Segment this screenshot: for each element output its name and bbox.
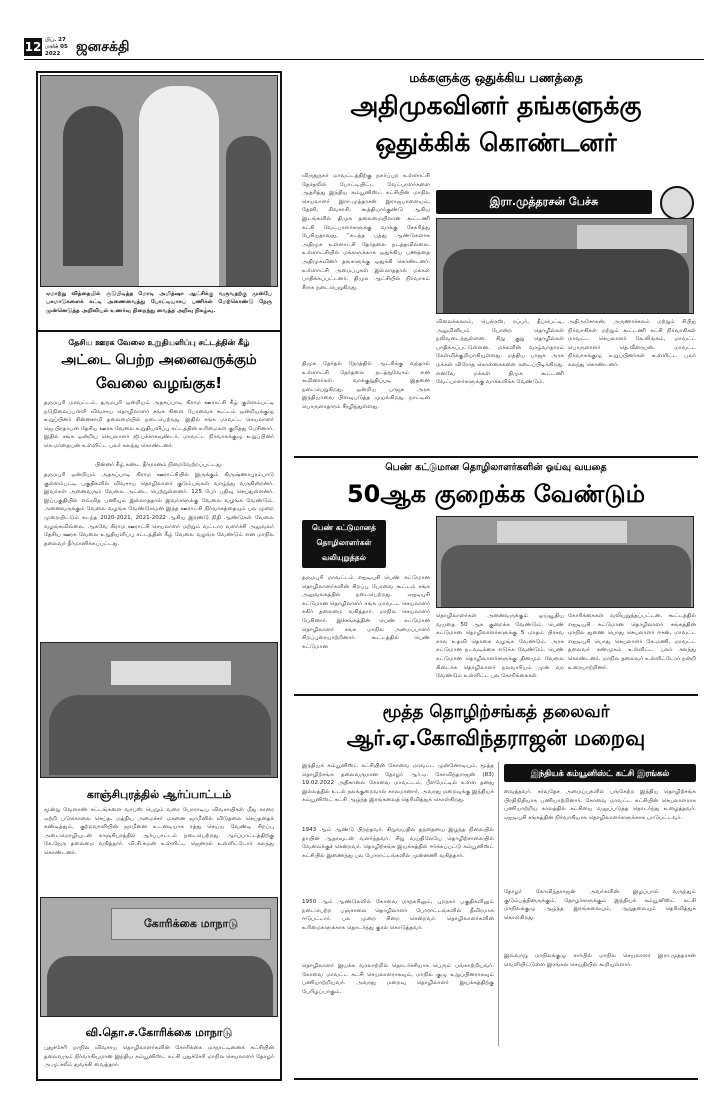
bottom-kicker: மூத்த தொழிற்சங்கத் தலைவர் [382,702,610,722]
mid-badge-line-2: தொழிலாளர்கள் [316,538,372,547]
mid-badge-line-1: பெண் கட்டுமானத் [312,523,376,532]
top-rally-people [443,249,689,313]
bottom-badge: இந்தியக் கம்யூனிஸ்ட் கட்சி இரங்கல் [504,764,696,782]
top-badge: இரா.முத்தரசன் பேச்சு [436,190,652,214]
mid-meeting-people [441,545,691,607]
job-body-1: தருமபுரி மாவட்டம், தருமபுரி ஒன்றியம் அதகப்பாடி கிராம ஊராட்சி கீழ் குள்ளம்பட்டி நடுநிலைப்பள்ளி விவசாய தொழிலாளர் சங்க கிளை பேரவைக் கூட்டம் ஒன்றியக்குழு உறுப்பினர் சின்னசாமி தலைமையில் நடைபெற்றது. இதில் சங்க மாவட்ட செயலாளர் ஜெ.பிரதாபன் தேசிய ஊரக வேலை உறுதியளிப்பு சட்டத்தின் உரிமைகள் குறித்து பேசினார். இதில் சங்க ஒன்றிய செயலாளர் ஜி.பச்சாகவுண்டர், மாவட்ட நிர்வாகக்குழு உறுப்பினர் கெ.மாதையன் உள்ளிட்ட பலர் கலந்து கொண்டனர். [44,400,274,449]
bottom-column-divider [498,762,499,1046]
mid-story-rule [294,694,698,696]
job-body-3: தருமபுரி ஒன்றியம் அதகப்பாடி கிராம ஊராட்சியில் இருக்கும் கிருஷ்ணாபுரம்பாடு குள்ளம்பட்டி பகுதிகளில் விவசாய தொழிலாளர் குடும்பங்கள் வாழ்ந்து வருகின்றனர். இவர்கள் அனைவரும் வேலை அட்டை பெற்றுள்ளனர். 125 பேர் பதிவு செய்துள்ளனர். இப்பகுதியில் எவ்வித பணியும் இல்லாததால் இவர்களுக்கு வேலை வழங்க வேண்டும். அனைவருக்கும் வேலை வழங்க வேண்டுமென இந்த ஊராட்சி நிர்வாகத்தையும் பல முறை முறையிட்டும் கடந்த 2020-2021, 2021-2022 ஆகிய இரண்டு நிதி ஆண்டுகள் வேலை வழங்கவில்லை. ஆகவே கிராம ஊராட்சி செயலாளர் மற்றும் வட்டார வளர்ச்சி அலுவலர் தேசிய ஊரக வேலை உறுதியளிப்பு சட்டத்தின் கீழ் வேலை வழங்க வேண்டும் என மாநில தலைவர் தீர்மானிக்கப்பட்டது. [44,472,274,547]
top-col-3: அதிஅசோகன், அருணாச்சலம் மற்றும் சிபிஐ நிர்வாகிகள் மற்றும் கூட்டணி கட்சி நிர்வாகிகள் மாவட்ட செயலாளர் கே.லிங்கம், மாவட்ட பொருளாளர் தெ.வீரையன், மாவட்ட நிர்வாகக்குழு உறுப்பினர்கள் உள்ளிட்ட பலர் கலந்து கொண்டனர். [568,319,696,368]
left-rule-1 [38,330,280,332]
top-headline-2: ஒதுக்கிக் கொண்டனர் [375,128,617,157]
mid-col-2: தொழிலாளர்கள் அனைவருக்கும் ஓய்வூதிய வயதை 50 ஆக குறைக்க வேண்டும். பெண் கட்டுமான தொழிலாளர்களுக்கு 5 மாதம் பிரசவ கால உதவி தொகை வழங்க வேண்டும். அரசு கட்டுமான நடவடிக்கை எடுக்க வேண்டும். பெண் கட்டுமான தொழிலாளர்களுக்கு தினமும் வேலை கிடைக்க தொழிலாளர் நலவாரியம் முன் வர வேண்டும் உள்ளிட்ட பல கோரிக்கைகள் [436,613,564,680]
bottom-col-1: இந்தியக் கம்யூனிஸ்ட் கட்சியின் கோவை மாவட்ட முன்னோடியும், மூத்த தொழிற்சங்க தலைவருமான தோழர் ஆர்.ஏ. கோவிந்தராஜன் (83) 19.02.2022 அதிகாலை கோவை மாவட்டம், பீளமேட்டில் உள்ள தனது இல்லத்தில் உடல் நலக்குறைவால் காலமானார். அவரது மறைவுக்கு இந்தியக் கம்யூனிஸ்ட் கட்சி ஆழ்ந்த இரங்கலைத் தெரிவித்துக் கொள்கிறது. [302,763,494,804]
date-year: 2022 [45,51,61,57]
date-day: பிப். 27 [45,37,66,43]
top-col-1: விருதுநகர் மாவட்டத்திற்கு நகர்ப்புற உள்ளாட்சி தேர்தலில் போட்டியிட்ட வேட்பாளர்களை ஆதரித்து இந்திய கம்யூனிஸ்ட் கட்சியின் மாநில செயலாளர் இரா.முத்தரசன் இராஜபாளையம், தேனி, சிவகாசி, கூத்தியார்குண்டு ஆகிய இடங்களில் திமுக தலைமையிலான கூட்டணி கட்சி வேட்பாளர்களுக்கு வாக்கு சேகரித்து பேசியதாவது, “கடந்த பத்து ஆண்டுகளாக அதிமுக உள்ளாட்சி தேர்தலை நடத்தவில்லை. உள்ளாட்சியில் மக்களுக்காக ஒதுக்கிய பணத்தை அதிமுகவினர் தங்களுக்கு ஒதுக்கி கொண்டனர். உள்ளாட்சி அமைப்புகள் இல்லாததால் மக்கள் பாதிக்கப்பட்டனர். திமுக ஆட்சியில் நிர்வாகம் சீராக நடைபெறுகிறது. [302,173,430,291]
job-headline-2: வேலை வழங்குக! [95,374,223,392]
mid-headline: 50ஆக குறைக்க வேண்டும் [346,480,646,508]
top-headline-1: அதிமுகவினர் தங்களுக்கு [350,91,642,120]
mid-kicker: பெண் கட்டுமான தொழிலாளர்களின் ஓய்வு வயதை [385,462,607,473]
nehru-photo-figure-center [139,86,219,286]
mid-badge-line-3: வலியுறுத்தல் [321,553,367,562]
top-col-2: விலைக்கலாம், பெல்ரஸ், ரப்பர், தீப்பெட்டி, அலுமினியம் போன்ற தொழில்கள் நலிவடைந்துள்ளன. சிறு குறு தொழில்கள் பாதிக்கப்பட்டுள்ளன. மக்களின் வாழ்வாதாரம் கேள்விக்குறியாகியுள்ளது. மத்திய பாஜக அரசு மக்கள் விரோத கொள்கைகளை கடைப்பிடிக்கிறது. எனவே மக்கள் திமுக கூட்டணி வேட்பாளர்களுக்கு வாக்களிக்க வேண்டும். [436,319,564,386]
nehru-photo-figure-right [226,136,271,286]
conference-banner-text: கோரிக்கை மாநாடு [143,917,239,930]
job-kicker: தேசிய ஊரக வேலை உறுதியளிப்பு சட்டத்தின் கீழ் [68,338,250,347]
bottom-col-1d: தொழிலாளர் இயக்க வரலாற்றில் தொடர்ச்சியாக பெரும் பங்காற்றியவர். கோவை மாவட்ட கட்சி செயலாளராகவும், மாநில குழு உறுப்பினராகவும் பணியாற்றியவர். அவரது மறைவு தொழிலாளர் இயக்கத்திற்கு பேரிழப்பாகும். [302,963,494,995]
mid-meeting-photo [436,516,694,608]
paper-name: ஜனசக்தி [76,39,130,55]
masthead [24,36,704,60]
date-month: மார்ச் 05 [45,44,68,50]
issue-date [45,37,68,58]
masthead-rule [24,59,704,60]
bottom-headline: ஆர்.ஏ.கோவிந்தராஜன் மறைவு [346,726,646,750]
bottom-col-1b: 1943 ஆம் ஆண்டு பிறந்தவர். சிறுவயதில் தந்தையை இழந்த நிலையில் தாயின் ஆதரவுடன் வளர்ந்தவர். சிறு வயதிலேயே தொழிற்சாலையில் வேலைக்குச் சென்றவர். தொழிற்சங்க இயக்கத்தில் ஈர்க்கப்பட்டு கம்யூனிஸ்ட் கட்சியில் இணைந்து பல போராட்டங்களில் முன்னணி வகித்தார். [302,827,494,859]
job-headline-1: அட்டை பெற்ற அனைவருக்கும் [61,352,257,368]
mid-meeting-banner [497,521,627,543]
top-rally-photo [436,218,694,314]
bottom-col-1c: 1950 ஆம் ஆண்டுகளில் கோவை மாநகரிலும், புறநகர் பகுதிகளிலும் நடைபெற்ற பஞ்சாலை தொழிலாளர் போராட்டங்களில் தீவிரமாக ஈடுபட்டார். பல முறை சிறை சென்றவர். தொழிலாளர்களின் உரிமைகளுக்காக தொடர்ந்து குரல் கொடுத்தவர். [302,899,494,931]
protest-photo [40,642,278,778]
conference-body: புதுச்சேரி மாநில விவசாய தொழிலாளர்களின் கோரிக்கை மாநாட்டினைக் கட்சியின் தலைவரும் நிர்வாகியுமான இந்திய கம்யூனிஸ்ட் கட்சி புதுச்சேரி மாநில செயலாளர் தோழர் அ.மு.சலீம் துவக்கி வைத்தார். [44,1045,274,1069]
protest-banner [111,661,231,685]
top-kicker: மக்களுக்கு ஒதுக்கிய பணத்தை [409,70,583,85]
protest-body: மூன்று வேளாண் சட்டங்களை வாபஸ் பெறும் வரை போராடிய விவசாயிகள் மீது காரை ஏற்றி படுகொலை செய்த, மத்திய அமைச்சர் மகனை ஜாமீனில் விடுதலை செய்ததைக் கண்டித்தும், குற்றவாளியின் ஜாமீனை உடனடியாக ரத்து செய்ய வேண்டி சிறப்பு அடைமொழியுடன் காஞ்சிபுரத்தில் ஆர்ப்பாட்டம் நடைபெற்றது. ஆர்ப்பாட்டத்திற்கு கே.நேரு தலைமை வகித்தார். வி.சி.சுமன் உள்ளிட்ட ஜெனரல் உள்ளிட்டோர் கலந்து கொண்டனர். [44,807,274,856]
bottom-col-2c: இவ்வாறு மாநிலக்குழு சார்பில் மாநில செயலாளர் இரா.முத்தரசன் வெளியிட்டுள்ள இரங்கல் செய்தியில் கூறியுள்ளார். [504,953,696,968]
protest-crowd [49,695,271,775]
page-bottom-rule [294,1078,698,1080]
top-col-1b: திமுக தேர்தல் நேரத்தில் ஆட்சிக்கு வந்தால் உள்ளாட்சி தேர்தலை நடத்துவோம் என கூறினார்கள். வாக்குறுதிப்படி இதனை நடைபெறுகிறது. ஒன்றிய பாஜக அரசு இந்தியாவை பிளவுபடுத்த முயல்கிறது. நாட்டின் பொருளாதாரம் சீரழிந்துள்ளது. [302,361,430,410]
mid-badge [302,520,386,568]
conference-people [47,956,273,1016]
nehru-caption: ஏமாற்று வித்தையில் சூடுபிடித்த மோடி அமித்ஷா ஆட்சிக்கு வருவதற்கு முன்பே பசுமாடுகளைக் கட்டி அணைவைத்து போட்டியாகப் பணிகள் மேற்கொண்டு நேரு முன்னெடுத்த அறிவியல் உணர்வு நிறைந்து வைத்த அறிவு நிகழ்வு. [46,291,272,314]
protest-caption: காஞ்சிபுரத்தில் ஆர்ப்பாட்டம் [86,788,232,801]
mid-col-1: தருமபுரி மாவட்டம் எஐடியுசி பெண் கட்டுமான தொழிலாளர்களின் சிறப்பு பேரவை கூட்டம் சங்க அலுவலகத்தில் நடைபெற்றது. ஏஐடியுசி கட்டுமான தொழிலாளர் சங்க மாவட்ட செயலாளர் சுகிர் தலைமை வகித்தார். மாநில செயலாளர் பேசினார். இச்சங்கத்தின் பெண் கட்டுமான தொழிலாளர் சங்க மாநில அமைப்பாளர் சிறப்புரையாற்றினார். கூட்டத்தில் பெண் கட்டுமான [302,575,430,650]
bottom-col-2b: தோழர் கோவிந்தராஜன் அவர்களின் இழப்பால் வருந்தும் குடும்பத்தினருக்கும், தோழர்களுக்கும் இந்தியக் கம்யூனிஸ்ட் கட்சி மாநிலக்குழு ஆழ்ந்த இரங்கலையும், ஆறுதலையும் தெரிவித்துக் கொள்கிறது. [504,889,696,921]
conference-banner [111,908,271,940]
job-body-2: பின்னர் கீழ் கண்ட தீர்மானம் நிறைவேற்றப்பட்டது. [95,462,223,468]
conference-caption: வி.தொ.ச.கோரிக்கை மாநாடு [85,1026,233,1039]
cpi-emblem-icon [660,186,694,220]
bottom-col-2: வைத்தவர். சர்வதேச அமைப்புகளில் பங்கேற்ற இந்திய தொழிற்சங்க பிரதிநிதியாக பணியாற்றினார். கோவை மாவட்ட கட்சியின் செயலாளராக பணியாற்றிய காலத்தில் கட்சியை வலுப்படுத்த தொடர்ந்து உழைத்தவர். ஏஐடியுசி சங்கத்தின் நிர்வாகியாக தொழிலாளர்களுக்காக பாடுபட்டவர். [504,789,696,821]
mid-col-3: கோரிக்கைகள் வலியுறுத்தப்பட்டன. கூட்டத்தில் எஐடியுசி கட்டுமான தொழிலாளர் சங்கத்தின் மாநில துணை பொது செயலாளர் ஈசன், மாவட்ட எஐடியுசி பொது செயலாளர் கே.மணி, மாவட்ட தலைவர் சண்முகம் உள்ளிட்ட பலர் கலந்து கொண்டனர். மாநில தலைவர் உள்ளிட்டோர் நன்றி உரையாற்றினர். [568,613,696,671]
page-number: 12 [24,40,42,54]
nehru-photo-figure-left [63,106,123,266]
conference-photo [40,897,278,1017]
top-story-rule [294,456,698,458]
nehru-photo [40,75,278,287]
